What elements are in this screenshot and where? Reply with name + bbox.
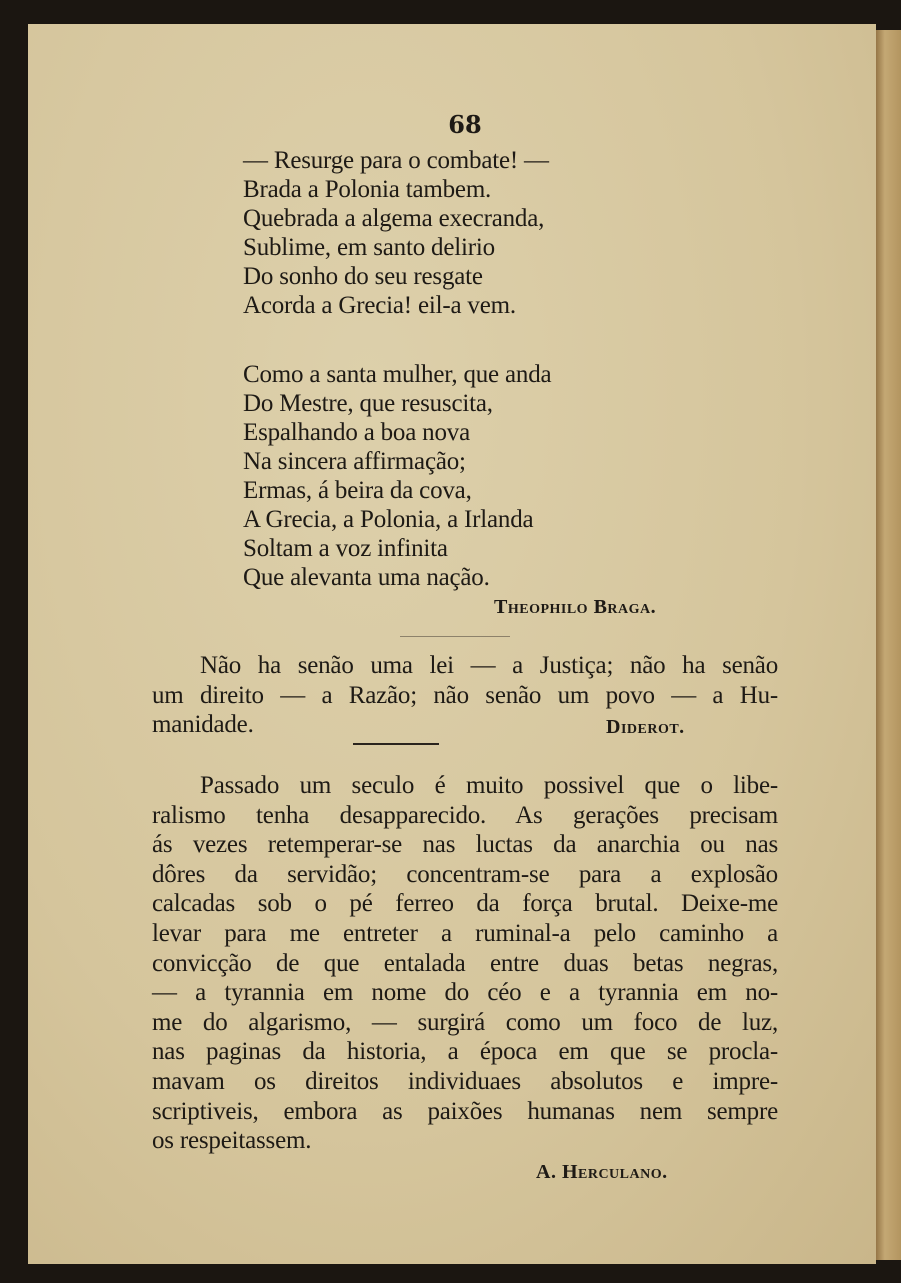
quote-author-herculano: A. Herculano. <box>536 1161 668 1183</box>
text-line: Espalhando a boa nova <box>243 419 470 446</box>
text-line: ás vezes retemperar-se nas luctas da anarchia ou nas <box>152 831 778 859</box>
text-line: scriptiveis, embora as paixões humanas nem sempre <box>152 1097 778 1125</box>
text-line: Brada a Polonia tambem. <box>243 176 492 203</box>
text-line: — Resurge para o combate! — <box>243 147 549 174</box>
adjacent-page-edge <box>874 30 901 1260</box>
text-line: Passado um seculo é muito possivel que o libe- <box>200 772 778 799</box>
text-line: nas paginas da historia, a época em que se procla- <box>152 1038 778 1066</box>
text-line: A Grecia, a Polonia, a Irlanda <box>243 506 534 533</box>
text-line: Do sonho do seu resgate <box>243 263 483 290</box>
text-line: Que alevanta uma nação. <box>243 564 490 591</box>
text-line: ralismo tenha desapparecido. As gerações precisam <box>152 801 778 829</box>
text-line: convicção de que entalada entre duas betas negras, <box>152 949 778 977</box>
text-line: levar para me entreter a ruminal-a pelo caminho a <box>152 920 778 947</box>
text-line: me do algarismo, — surgirá como um foco de luz, <box>152 1008 778 1036</box>
separator-rule <box>400 636 510 637</box>
text-line: Como a santa mulher, que anda <box>243 361 552 388</box>
text-line: Ermas, á beira da cova, <box>243 477 472 504</box>
text-line: manidade. <box>152 711 254 738</box>
text-line: Soltam a voz infinita <box>243 535 448 562</box>
separator-rule <box>353 743 439 745</box>
text-line: os respeitassem. <box>152 1127 312 1155</box>
text-line: dôres da servidão; concentram-se para a explosão <box>152 860 778 888</box>
text-line: mavam os direitos individuaes absolutos e impre- <box>152 1068 778 1095</box>
text-line: — a tyrannia em nome do céo e a tyrannia em no- <box>152 979 778 1007</box>
text-line: um direito — a Razão; não senão um povo — a Hu- <box>152 681 778 709</box>
text-line: Sublime, em santo delirio <box>243 234 495 261</box>
text-line: Do Mestre, que resuscita, <box>243 390 493 417</box>
page-number: 68 <box>448 110 482 139</box>
quote-author-diderot: Diderot. <box>606 716 685 738</box>
text-line: Acorda a Grecia! eil-a vem. <box>243 292 516 319</box>
text-line: Não ha senão uma lei — a Justiça; não ha senão <box>200 652 778 679</box>
text-line: Quebrada a algema execranda, <box>243 205 545 232</box>
poem-author: Theophilo Braga. <box>494 596 657 618</box>
text-line: Na sincera affirmação; <box>243 448 466 475</box>
text-line: calcadas sob o pé ferreo da força brutal. Deixe-me <box>152 890 778 918</box>
